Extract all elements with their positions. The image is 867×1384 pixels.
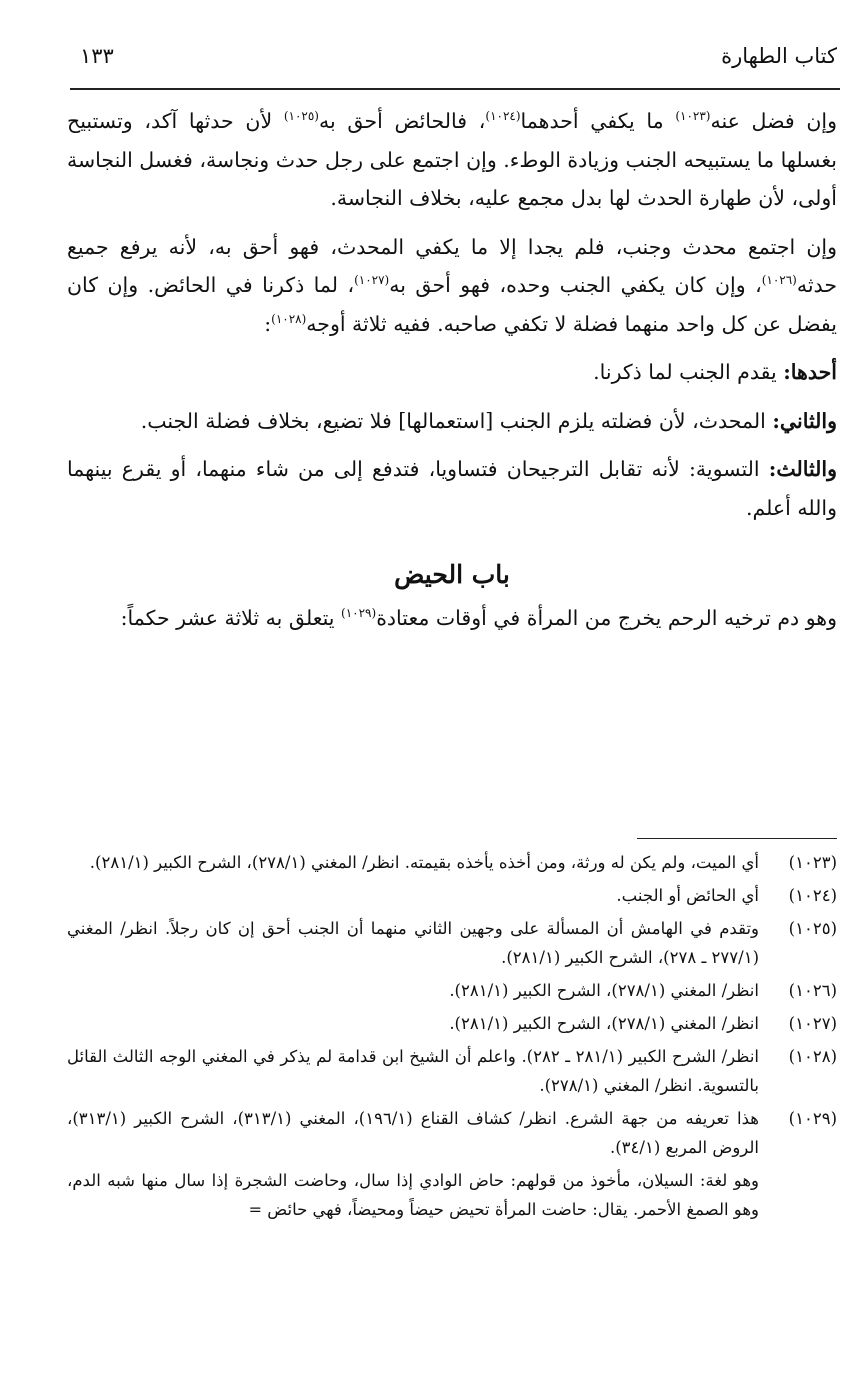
- section-heading: باب الحيض: [394, 560, 510, 589]
- footnote-number: (١٠٢٩): [788, 1109, 837, 1128]
- footnote-number: (١٠٢٣): [788, 853, 837, 872]
- text-run: ، وإن كان يكفي الجنب وحده، فهو أحق به: [389, 273, 762, 297]
- page-number: ١٣٣: [80, 44, 114, 68]
- footnote-text: أي الحائض أو الجنب.: [616, 886, 759, 905]
- footnote-text: وهو لغة: السيلان، مأخوذ من قولهم: حاض الوادي إذا سال، وحاضت الشجرة إذا سال منها شبه الدم، وهو الصمغ الأحمر. يقال: حاضت المرأة تحيض حيضاً ومحيضاً، فهي حائض: [67, 1171, 759, 1219]
- text-run: وإن فضل عنه: [710, 109, 837, 133]
- footnote-number: (١٠٢٧): [788, 1014, 837, 1033]
- footnote-text: انظر/ المغني (٢٧٨/١)، الشرح الكبير (٢٨١/١).: [449, 981, 759, 1000]
- text-run: المحدث، لأن فضلته يلزم الجنب [استعمالها] فلا تضيع، بخلاف فضلة الجنب.: [140, 408, 773, 433]
- footnote: [67, 914, 837, 972]
- footnote-number: (١٠٢٦): [788, 981, 837, 1000]
- footnote: [67, 976, 837, 1005]
- text-run: يتعلق به ثلاثة عشر حكماً:: [120, 606, 342, 630]
- paragraph-second-view: [67, 402, 837, 441]
- footnote-ref[interactable]: (١٠٢٨): [271, 311, 307, 326]
- paragraph-2: [67, 228, 837, 344]
- footnote-rule: [637, 838, 837, 839]
- running-title: كتاب الطهارة: [721, 44, 837, 68]
- footnote-ref[interactable]: (١٠٢٥): [283, 109, 319, 124]
- footnote-ref[interactable]: (١٠٢٧): [354, 273, 390, 288]
- footnote: [67, 881, 837, 910]
- header-rule: [70, 88, 840, 90]
- footnote-ref[interactable]: (١٠٢٦): [761, 273, 797, 288]
- paragraph-lead: والثالث:: [768, 457, 837, 481]
- footnote: [67, 848, 837, 877]
- paragraph-third-view: [67, 450, 837, 527]
- paragraph-lead: والثاني:: [772, 408, 837, 433]
- paragraph-definition: [67, 599, 837, 638]
- text-run: :: [264, 311, 272, 336]
- text-run: ، لما ذكرنا في الحائض. وإن كان يفضل عن كل واحد منهما فضلة لا تكفي صاحبه. ففيه ثلاثة أوجه: [67, 273, 837, 336]
- text-run: ما يكفي أحدهما: [520, 109, 676, 133]
- text-run: وهو دم ترخيه الرحم يخرج من المرأة في أوقات معتادة: [376, 606, 837, 630]
- text-run: لأن حدثها آكد، وتستبيح بغسلها ما يستبيحه الجنب وزيادة الوطء. وإن اجتمع على رجل حدث ونجاسة، فغسل النجاسة أولى، لأن طهارة الحدث لها بدل مجمع عليه، بخلاف النجاسة.: [67, 109, 837, 210]
- text-run: التسوية: لأنه تقابل الترجيحان فتساويا، فتدفع إلى من شاء منهما، أو يقرع بينهما والله أعلم.: [67, 457, 837, 520]
- footnote: [67, 1104, 837, 1162]
- footnote-text: أي الميت، ولم يكن له ورثة، ومن أخذه يأخذه بقيمته. انظر/ المغني (٢٧٨/١)، الشرح الكبير (٢٨١/١).: [89, 853, 759, 872]
- continuation-mark: =: [248, 1200, 263, 1219]
- footnote-number: (١٠٢٨): [788, 1047, 837, 1066]
- paragraph-1: [67, 102, 837, 218]
- footnote-continuation: [67, 1166, 759, 1224]
- footnote-text: انظر/ الشرح الكبير (٢٨١/١ ـ ٢٨٢). واعلم أن الشيخ ابن قدامة لم يذكر في المغني الوجه الثالث القائل بالتسوية. انظر/ المغني (٢٧٨/١).: [67, 1047, 759, 1095]
- text-run: وإن اجتمع محدث وجنب، فلم يجدا إلا ما يكفي المحدث، فهو أحق به، لأنه يرفع جميع حدثه: [67, 234, 837, 297]
- footnote-text: هذا تعريفه من جهة الشرع. انظر/ كشاف القناع (١٩٦/١)، المغني (٣١٣/١)، الشرح الكبير (٣١٣/١)، الروض المربع (٣٤/١).: [67, 1109, 759, 1157]
- footnote-ref[interactable]: (١٠٢٤): [485, 109, 521, 124]
- footnote-text: وتقدم في الهامش أن المسألة على وجهين الثاني منهما أن الجنب أحق إن كان رجلاً. انظر/ المغني (٢٧٧/١ ـ ٢٧٨)، الشرح الكبير (٢٨١/١).: [67, 919, 759, 967]
- paragraph-first-view: [67, 353, 837, 392]
- footnote-text: انظر/ المغني (٢٧٨/١)، الشرح الكبير (٢٨١/١).: [449, 1014, 759, 1033]
- paragraph-lead: أحدها:: [783, 360, 837, 384]
- main-text: [67, 102, 837, 648]
- footnote-ref[interactable]: (١٠٢٣): [675, 109, 711, 124]
- footnote-number: (١٠٢٤): [788, 886, 837, 905]
- footnote: [67, 1009, 837, 1038]
- footnotes: [67, 848, 837, 1224]
- text-run: ، فالحائض أحق به: [318, 109, 486, 133]
- footnote-number: (١٠٢٥): [788, 919, 837, 938]
- text-run: يقدم الجنب لما ذكرنا.: [593, 360, 784, 384]
- footnote-ref[interactable]: (١٠٢٩): [341, 606, 377, 621]
- footnote: [67, 1042, 837, 1100]
